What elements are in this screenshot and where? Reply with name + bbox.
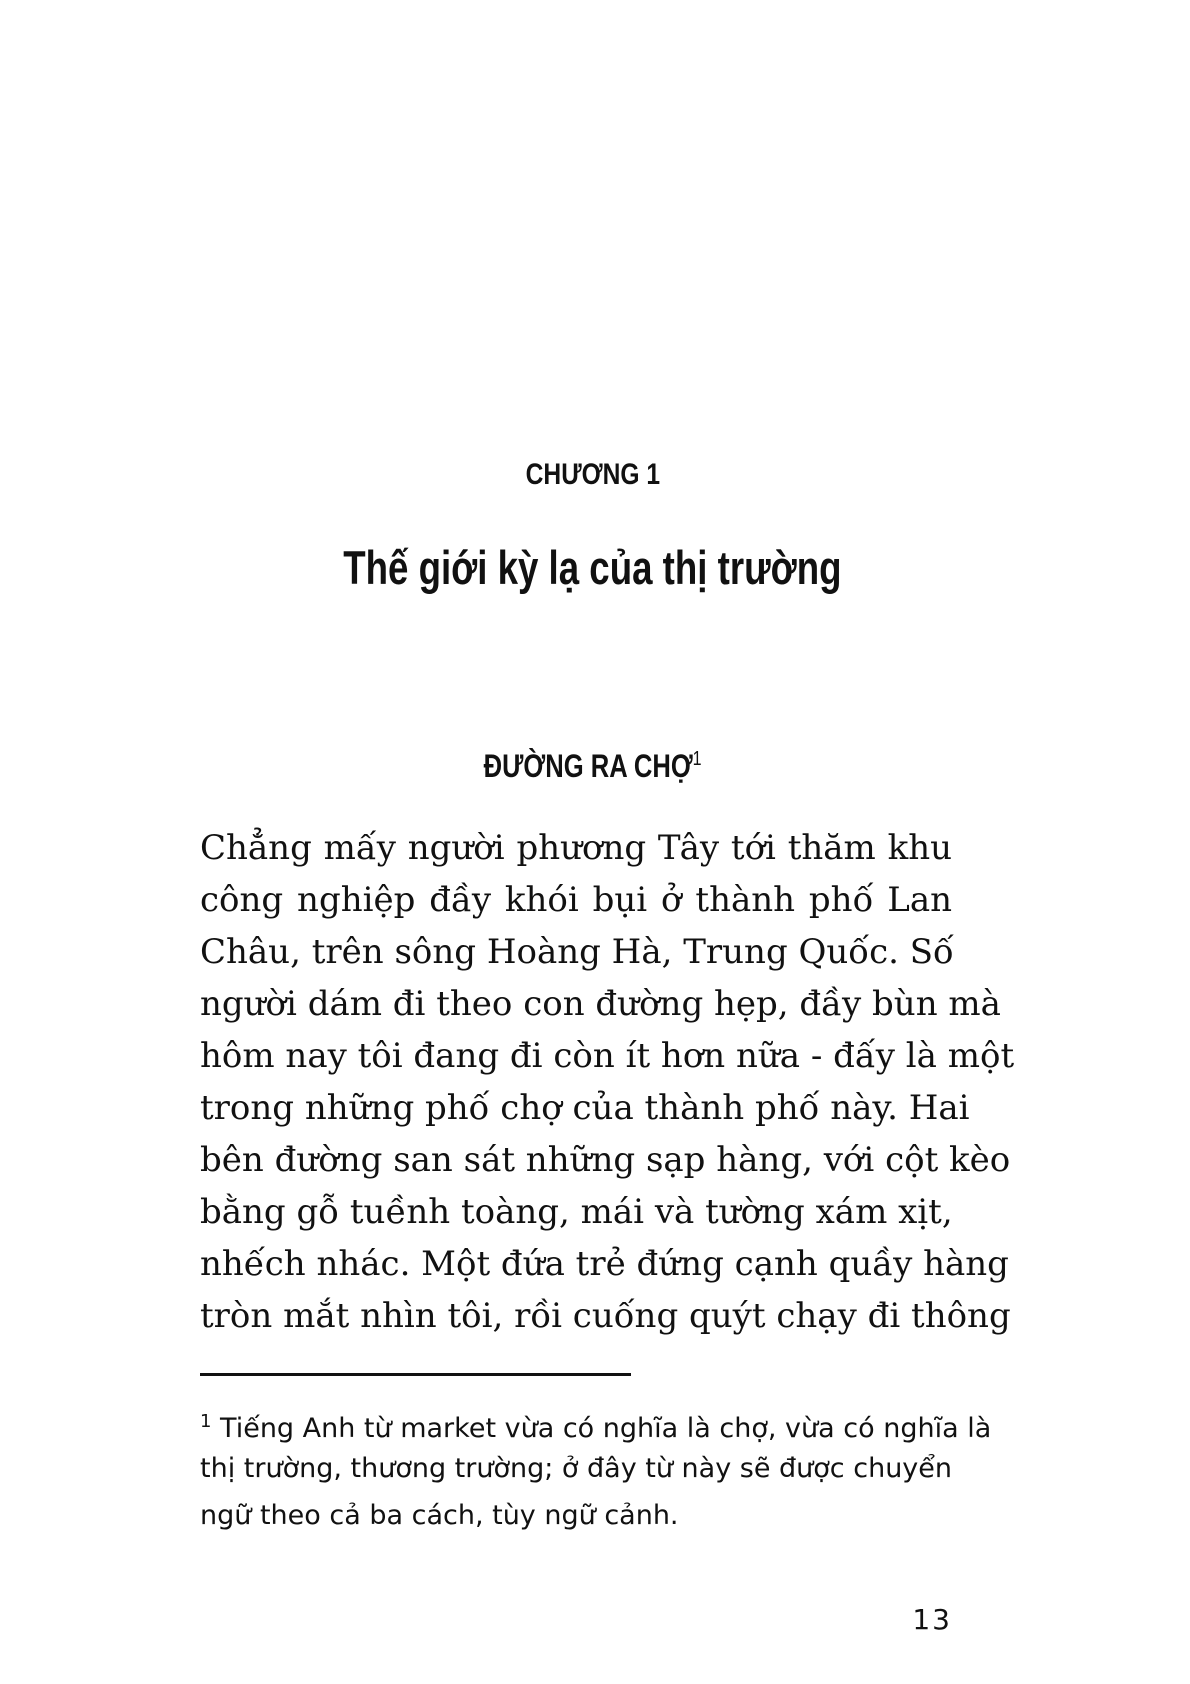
footnote-line — [200, 1398, 992, 1445]
body-line: Chẳng mấy người phương Tây tới thăm khu — [200, 828, 952, 868]
body-line: Châu, trên sông Hoàng Hà, Trung Quốc. Số — [200, 932, 954, 972]
chapter-label: CHƯƠNG 1 — [525, 458, 661, 491]
chapter-title: Thế giới kỳ lạ của thị trường — [343, 541, 842, 594]
section-footnote-marker: 1 — [692, 748, 702, 770]
section-title-text: ĐƯỜNG RA CHỢ — [483, 748, 693, 784]
body-line: công nghiệp đầy khói bụi ở thành phố Lan — [200, 880, 952, 920]
footnote-line: thị trường, thương trường; ở đây từ này sẽ được chuyển — [200, 1453, 953, 1484]
footnote-divider — [200, 1373, 631, 1376]
body-line: bên đường san sát những sạp hàng, với cột kèo — [200, 1140, 1011, 1180]
body-line: nhếch nhác. Một đứa trẻ đứng cạnh quầy hàng — [200, 1244, 1009, 1284]
body-paragraph — [200, 822, 1015, 1342]
footnote-marker: 1 — [200, 1411, 212, 1432]
section-title — [117, 748, 1069, 785]
footnote-line: ngữ theo cả ba cách, tùy ngữ cảnh. — [200, 1500, 679, 1531]
body-line: tròn mắt nhìn tôi, rồi cuống quýt chạy đi thông — [200, 1296, 1011, 1336]
page-number: 13 — [912, 1603, 952, 1636]
body-line: người dám đi theo con đường hẹp, đầy bùn mà — [200, 984, 1001, 1024]
body-line: trong những phố chợ của thành phố này. Hai — [200, 1088, 970, 1128]
footnote-line-text: Tiếng Anh từ market vừa có nghĩa là chợ, vừa có nghĩa là — [220, 1413, 992, 1444]
body-line: bằng gỗ tuềnh toàng, mái và tường xám xịt, — [200, 1192, 953, 1232]
footnote — [200, 1398, 992, 1539]
body-line: hôm nay tôi đang đi còn ít hơn nữa - đấy là một — [200, 1036, 1015, 1076]
